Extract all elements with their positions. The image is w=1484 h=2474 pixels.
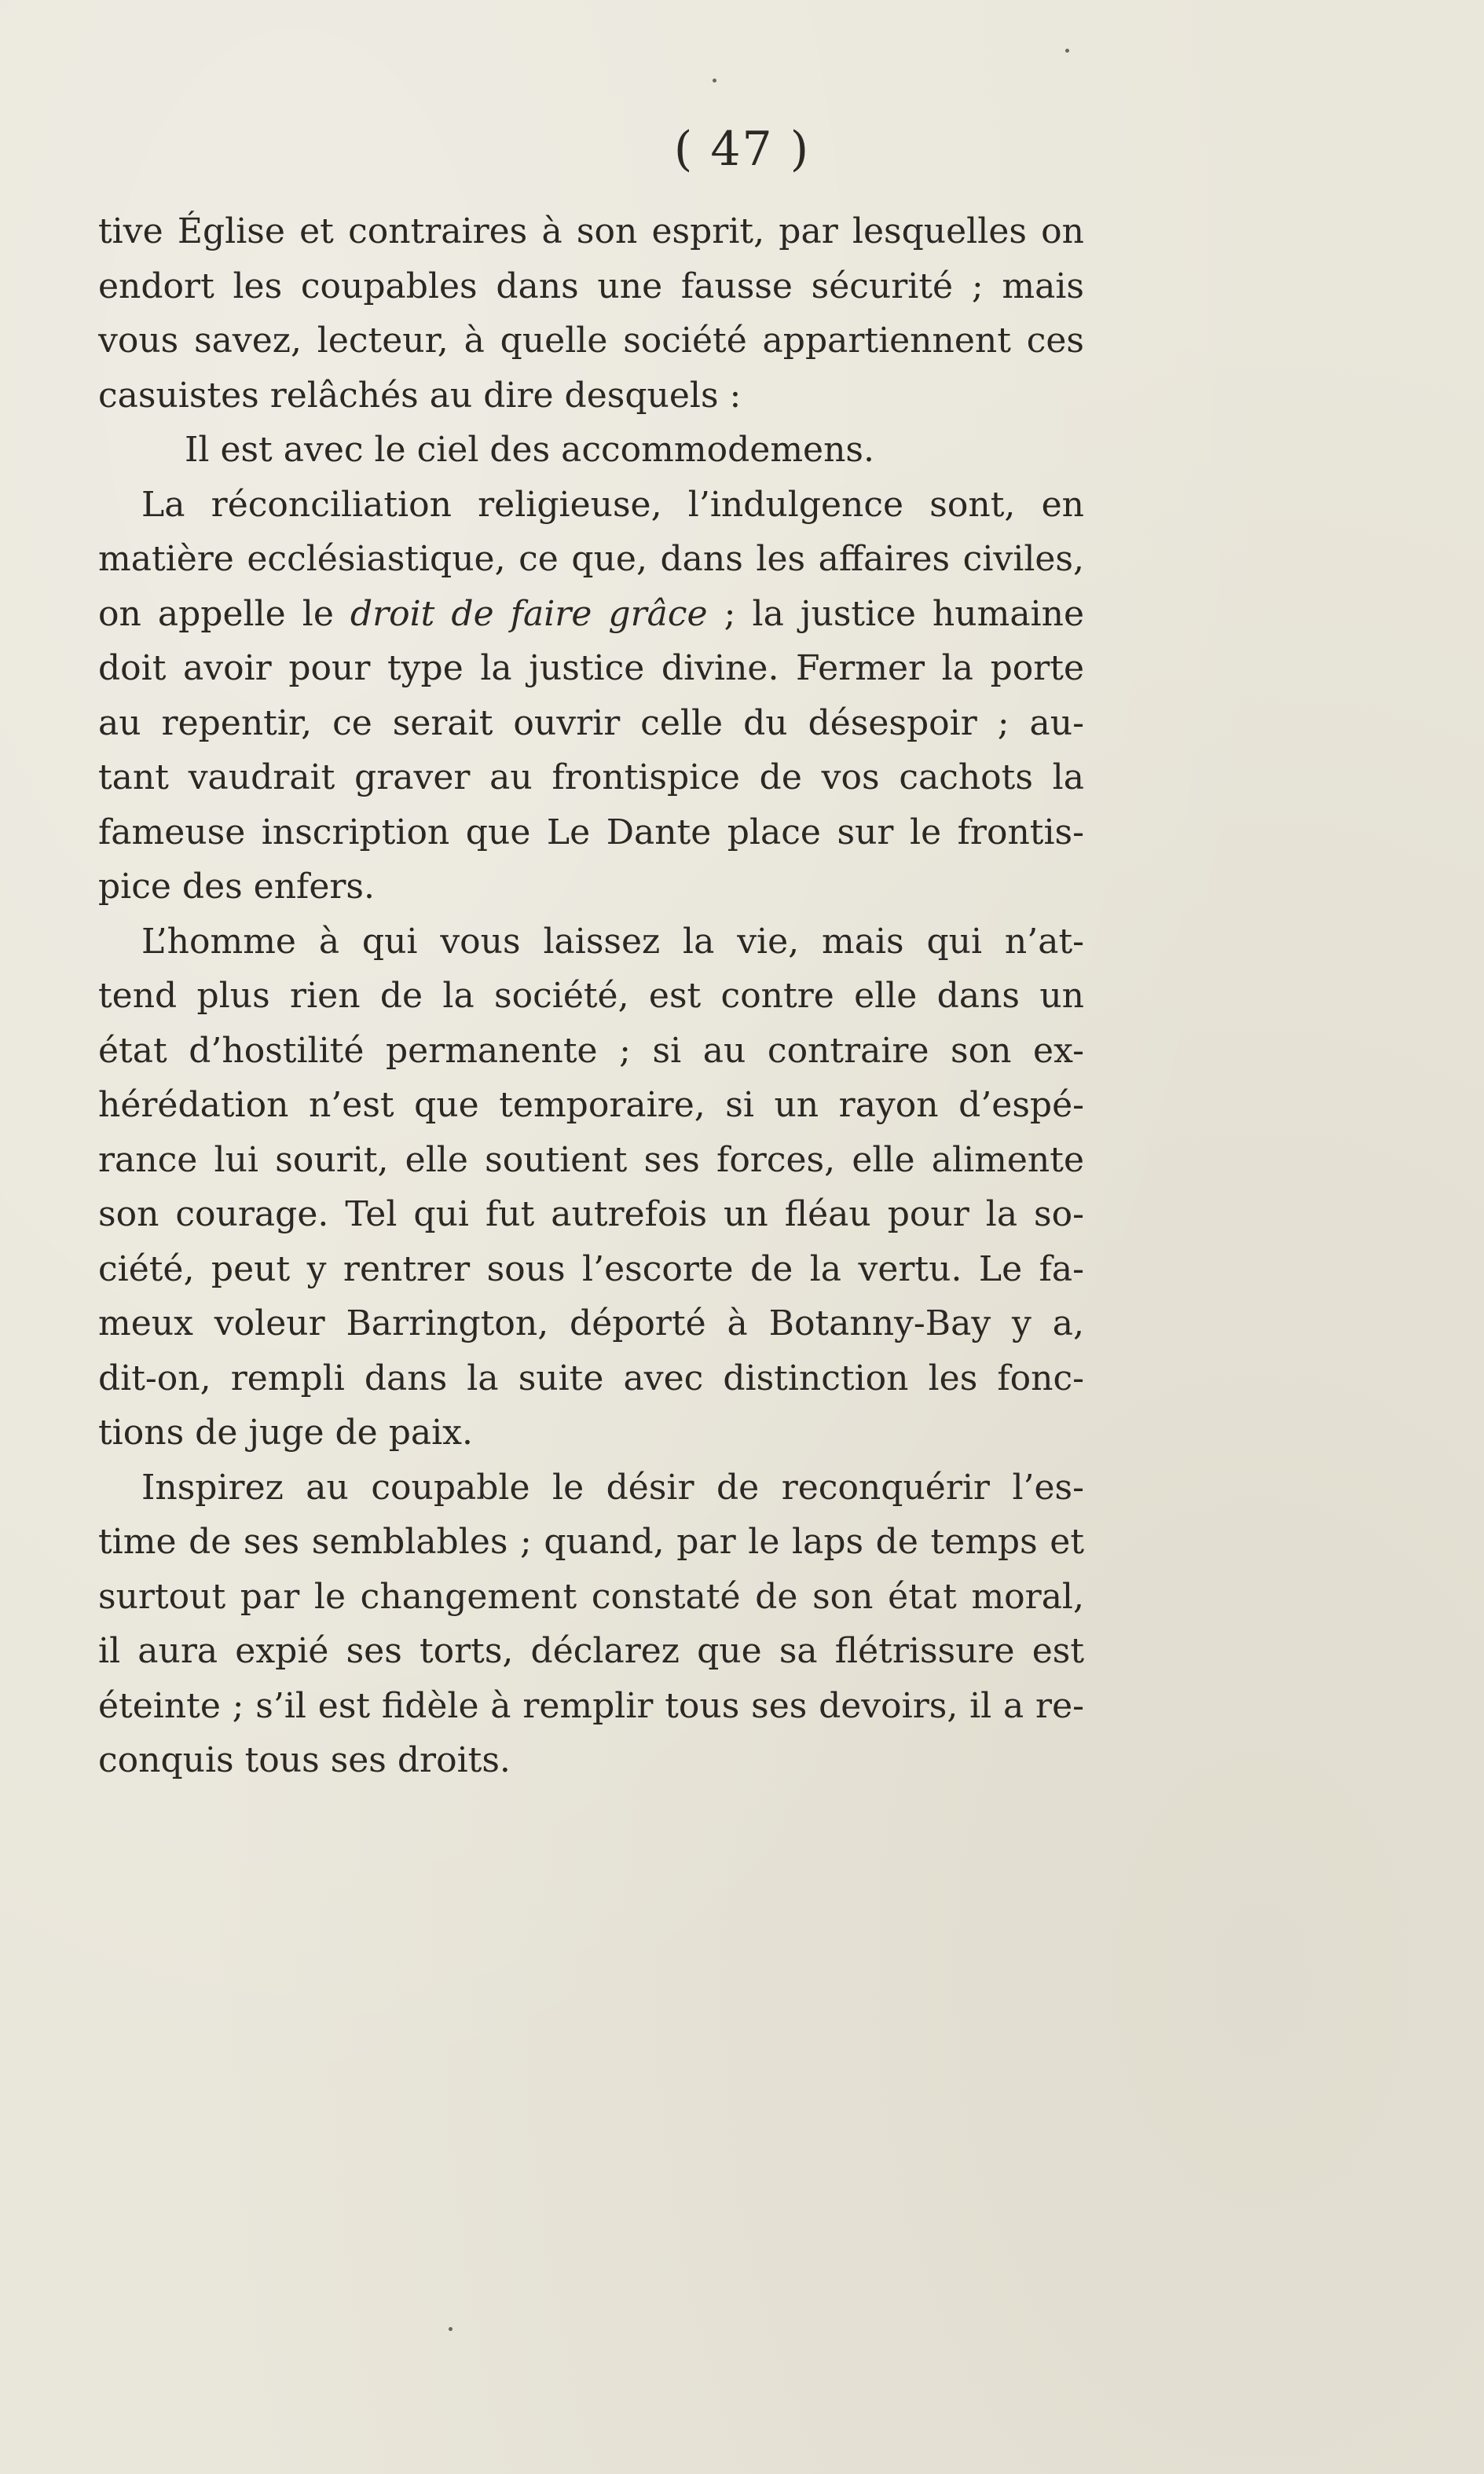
- text-line: ciété, peut y rentrer sous l’escorte de la vertu. Le fa-: [98, 1248, 1084, 1289]
- page-number: ( 47 ): [673, 122, 811, 177]
- text-line: endort les coupables dans une fausse sécurité ; mais: [98, 266, 1084, 306]
- text-line: La réconciliation religieuse, l’indulgence sont, en: [141, 484, 1084, 525]
- text-line: tive Église et contraires à son esprit, par lesquelles on: [98, 211, 1084, 251]
- text-line: time de ses semblables ; quand, par le laps de temps et: [98, 1522, 1084, 1562]
- text-segment: on appelle le: [98, 593, 350, 634]
- text-line: vous savez, lecteur, à quelle société appartiennent ces: [98, 321, 1084, 361]
- text-line: doit avoir pour type la justice divine. Fermer la porte: [98, 648, 1084, 688]
- text-line: meux voleur Barrington, déporté à Botanny-Bay y a,: [98, 1303, 1084, 1343]
- text-line: tant vaudrait graver au frontispice de vos cachots la: [98, 757, 1084, 797]
- text-line: pice des enfers.: [98, 867, 375, 907]
- text-line: surtout par le changement constaté de son état moral,: [98, 1576, 1084, 1617]
- text-line: hérédation n’est que temporaire, si un rayon d’espé-: [98, 1085, 1084, 1125]
- text-line: tions de juge de paix.: [98, 1413, 473, 1453]
- text-line: fameuse inscription que Le Dante place sur le frontis-: [98, 812, 1084, 852]
- italic-phrase: droit de faire grâce: [350, 593, 708, 634]
- text-line: rance lui sourit, elle soutient ses forces, elle alimente: [98, 1139, 1084, 1180]
- text-line: au repentir, ce serait ouvrir celle du désespoir ; au-: [98, 702, 1084, 743]
- text-line: état d’hostilité permanente ; si au contraire son ex-: [98, 1030, 1084, 1071]
- text-line: tend plus rien de la société, est contre elle dans un: [98, 976, 1084, 1016]
- text-line: casuistes relâchés au dire desquels :: [98, 375, 742, 416]
- paper-speck: [713, 79, 716, 82]
- body-text: [98, 204, 1084, 1788]
- text-line: matière ecclésiastique, ce que, dans les affaires civiles,: [98, 539, 1084, 579]
- text-line: conquis tous ses droits.: [98, 1740, 511, 1780]
- text-line: il aura expié ses torts, déclarez que sa flétrissure est: [98, 1631, 1084, 1671]
- paper-speck: [1065, 49, 1069, 53]
- paper-speck: [449, 2327, 453, 2331]
- text-line: Il est avec le ciel des accommodemens.: [185, 430, 874, 470]
- text-segment: ; la justice humaine: [707, 593, 1084, 634]
- text-line: Inspirez au coupable le désir de reconquérir l’es-: [141, 1467, 1084, 1508]
- text-line: éteinte ; s’il est fidèle à remplir tous ses devoirs, il a re-: [98, 1685, 1084, 1726]
- text-line: [98, 587, 1084, 642]
- text-line: L’homme à qui vous laissez la vie, mais qui n’at-: [141, 921, 1084, 962]
- text-line: dit-on, rempli dans la suite avec distinction les fonc-: [98, 1358, 1084, 1398]
- text-line: son courage. Tel qui fut autrefois un fléau pour la so-: [98, 1194, 1084, 1234]
